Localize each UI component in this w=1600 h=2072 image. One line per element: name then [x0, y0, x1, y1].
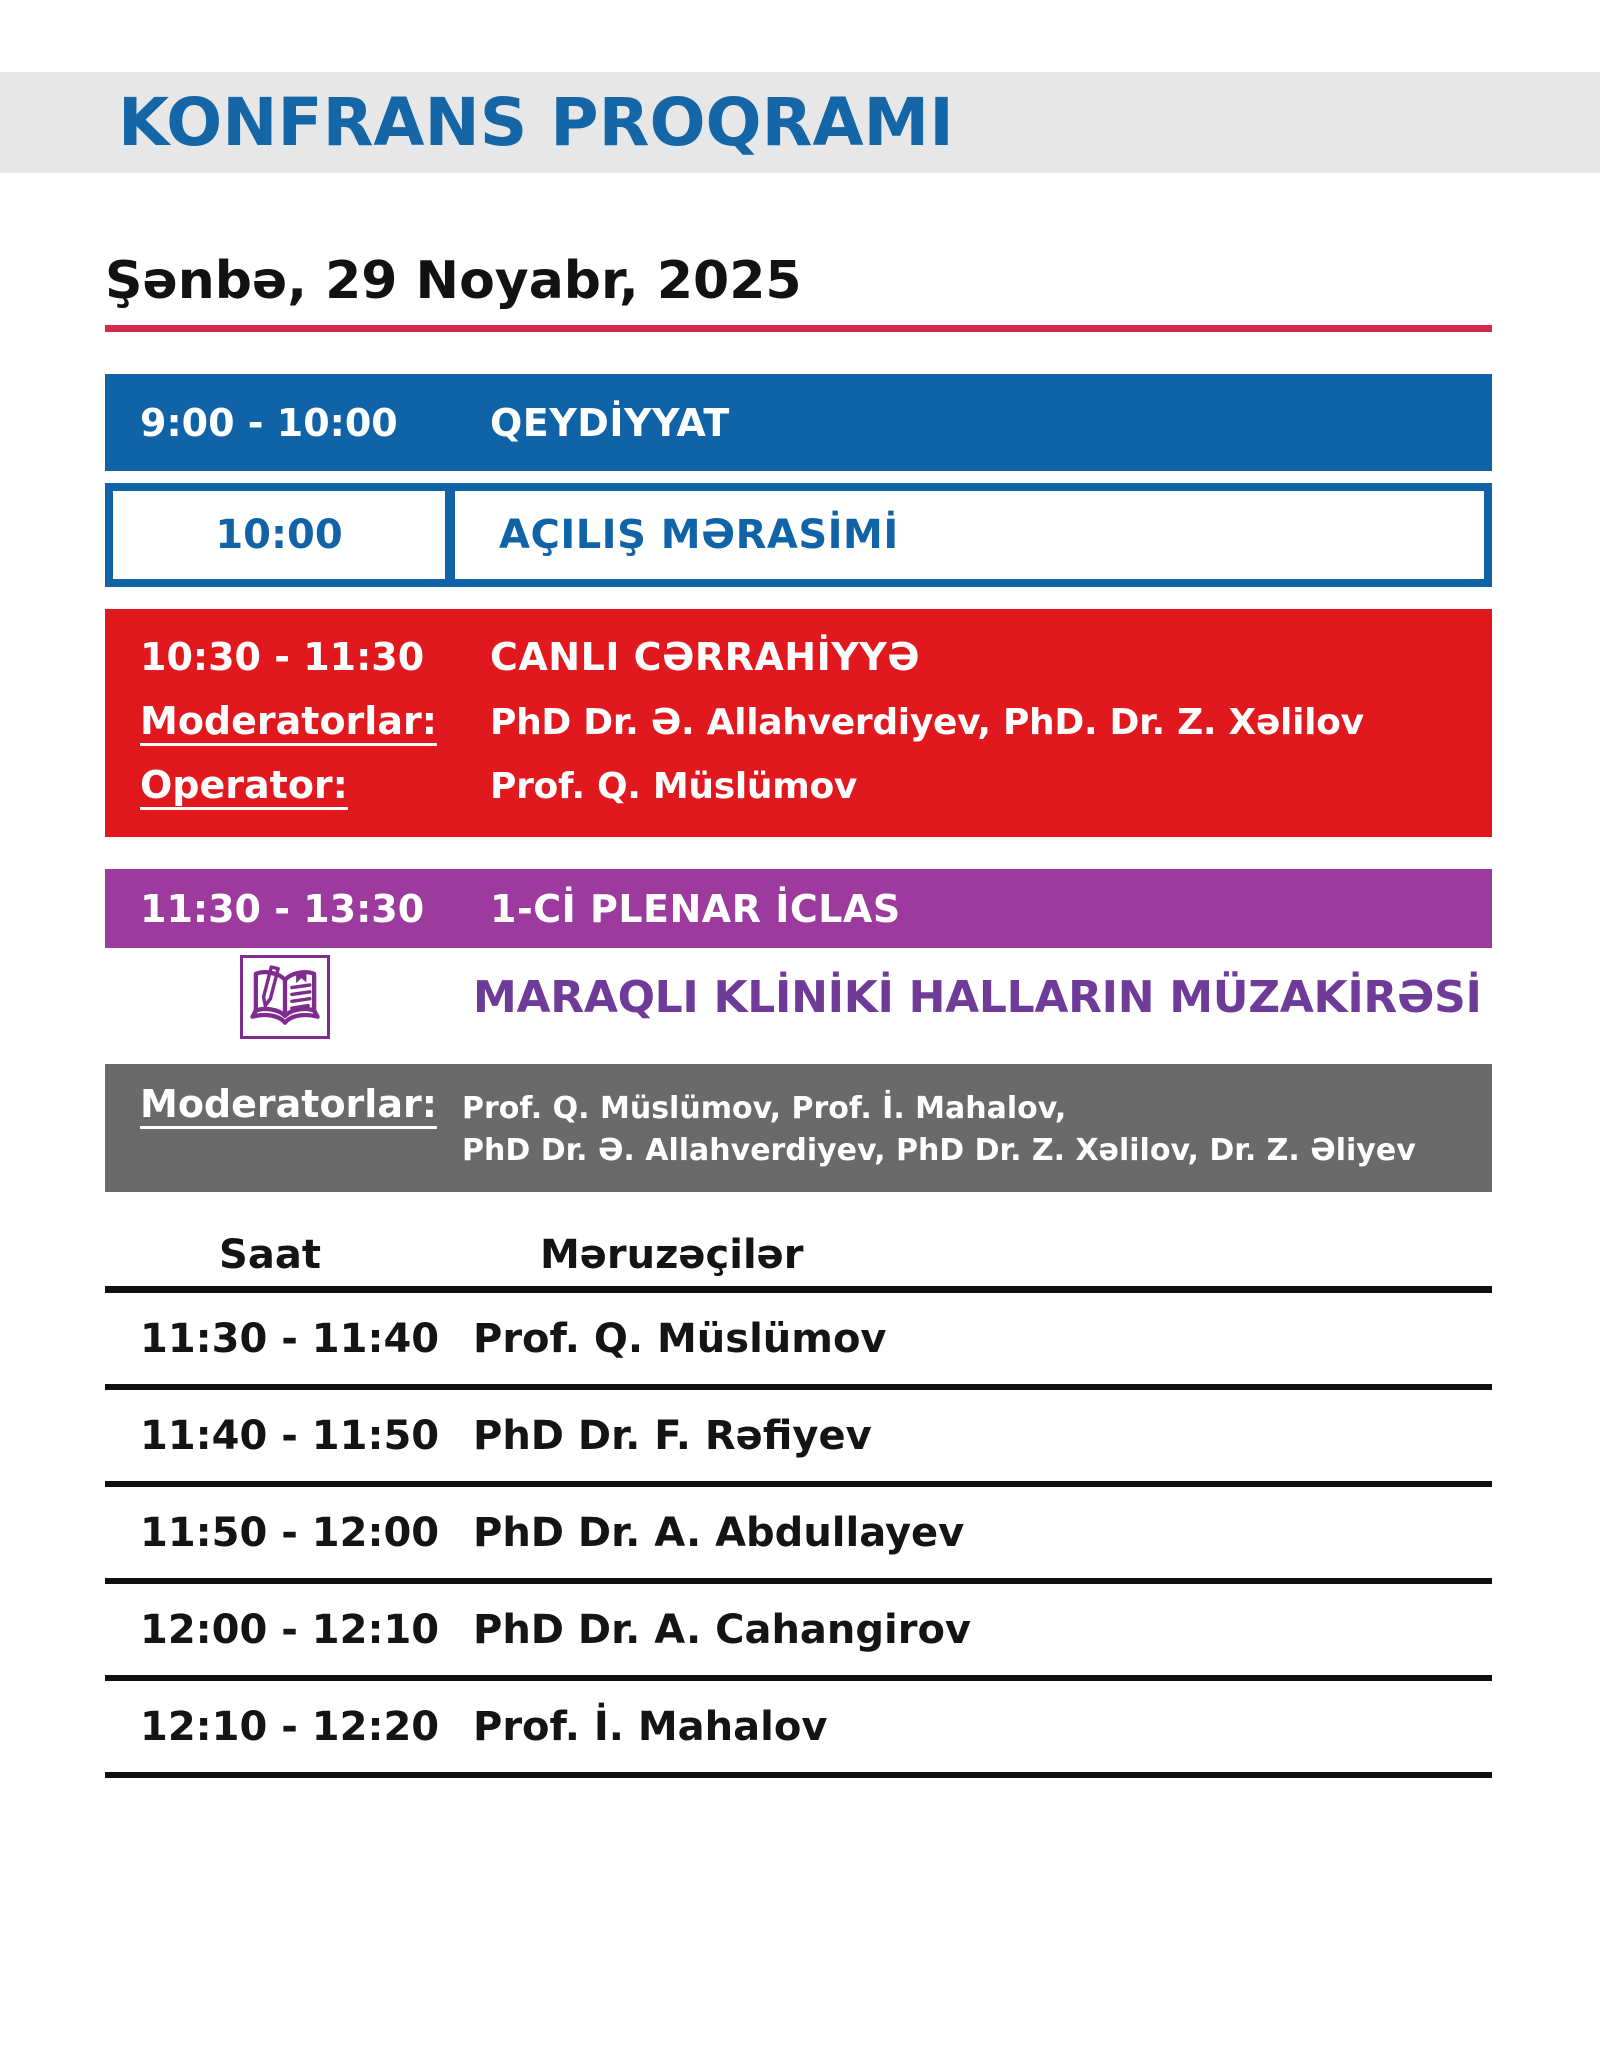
- opening-time: 10:00: [215, 512, 343, 558]
- row-speaker: PhD Dr. A. Cahangirov: [473, 1606, 972, 1653]
- page-title: KONFRANS PROQRAMI: [118, 84, 954, 161]
- table-row: [105, 1584, 1492, 1681]
- session-opening: [105, 483, 1492, 587]
- row-time: 12:00 - 12:10: [140, 1606, 440, 1653]
- date-heading: Şənbə, 29 Noyabr, 2025: [105, 251, 802, 311]
- plenary-time: 11:30 - 13:30: [140, 886, 425, 931]
- live-surgery-time: 10:30 - 11:30: [140, 635, 425, 679]
- session-live-surgery: [105, 609, 1492, 837]
- registration-title: QEYDİYYAT: [490, 400, 730, 445]
- row-time: 11:30 - 11:40: [140, 1315, 440, 1362]
- plenary-subtitle-row: [105, 952, 1492, 1042]
- conference-program-page: [0, 72, 1600, 1778]
- plenary-title: 1-Cİ PLENAR İCLAS: [490, 886, 901, 931]
- session-plenary: [105, 869, 1492, 948]
- date-underline: [105, 325, 1492, 332]
- plenary-moderators-label: Moderatorlar:: [140, 1082, 437, 1126]
- live-surgery-operator-label: Operator:: [140, 763, 348, 807]
- row-speaker: PhD Dr. F. Rəfiyev: [473, 1412, 872, 1459]
- table-row: [105, 1293, 1492, 1390]
- row-speaker: PhD Dr. A. Abdullayev: [473, 1509, 965, 1556]
- schedule-header-speaker: Məruzəçilər: [540, 1232, 804, 1278]
- schedule-header-time: Saat: [219, 1232, 321, 1278]
- live-surgery-operator: Prof. Q. Müslümov: [490, 766, 858, 807]
- registration-time: 9:00 - 10:00: [140, 400, 398, 445]
- plenary-moderators-names: [462, 1082, 1416, 1172]
- title-band: [0, 72, 1600, 173]
- session-registration: [105, 374, 1492, 471]
- open-book-icon: [240, 955, 330, 1039]
- row-speaker: Prof. Q. Müslümov: [473, 1315, 887, 1362]
- date-heading-block: [105, 251, 1492, 332]
- table-row: [105, 1390, 1492, 1487]
- table-row: [105, 1487, 1492, 1584]
- live-surgery-moderators: PhD Dr. Ə. Allahverdiyev, PhD. Dr. Z. Xəlilov: [490, 702, 1364, 743]
- program-content: [105, 251, 1492, 1778]
- row-time: 11:50 - 12:00: [140, 1509, 440, 1556]
- plenary-subtitle: MARAQLI KLİNİKİ HALLARIN MÜZAKİRƏSİ: [473, 971, 1482, 1023]
- schedule-table: [105, 1232, 1492, 1778]
- opening-divider: [445, 491, 455, 579]
- plenary-moderators-line1: Prof. Q. Müslümov, Prof. İ. Mahalov,: [462, 1091, 1067, 1126]
- plenary-moderators-line2: PhD Dr. Ə. Allahverdiyev, PhD Dr. Z. Xəlilov, Dr. Z. Əliyev: [462, 1133, 1416, 1168]
- plenary-moderators-bar: [105, 1064, 1492, 1192]
- table-row: [105, 1681, 1492, 1778]
- row-time: 11:40 - 11:50: [140, 1412, 440, 1459]
- opening-title: AÇILIŞ MƏRASİMİ: [499, 512, 899, 558]
- row-speaker: Prof. İ. Mahalov: [473, 1703, 828, 1750]
- live-surgery-moderators-label: Moderatorlar:: [140, 699, 437, 743]
- live-surgery-title: CANLI CƏRRAHİYYƏ: [490, 635, 921, 679]
- row-time: 12:10 - 12:20: [140, 1703, 440, 1750]
- schedule-header-row: [105, 1232, 1492, 1293]
